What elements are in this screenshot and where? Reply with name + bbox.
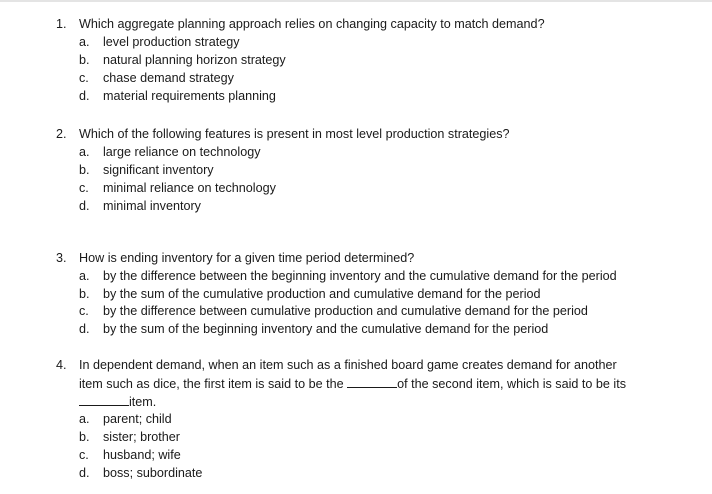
option-text: by the sum of the cumulative production and cumulative demand for the period	[103, 287, 541, 301]
question-text: How is ending inventory for a given time period determined?	[79, 251, 415, 265]
option-text: natural planning horizon strategy	[103, 53, 286, 67]
option-text: husband; wife	[103, 448, 181, 462]
option-text: significant inventory	[103, 163, 214, 177]
option-letter: a.	[79, 269, 90, 283]
fill-in-blank-2	[79, 392, 129, 406]
option-text: material requirements planning	[103, 89, 276, 103]
option-letter: a.	[79, 412, 90, 426]
option-letter: d.	[79, 199, 90, 213]
question-text-line	[79, 374, 626, 393]
option-letter: b.	[79, 430, 90, 444]
question-number: 1.	[56, 17, 67, 31]
option-text: by the sum of the beginning inventory and the cumulative demand for the period	[103, 322, 549, 336]
option-letter: a.	[79, 145, 90, 159]
question-text: Which aggregate planning approach relies on changing capacity to match demand?	[79, 17, 545, 31]
top-border	[0, 0, 712, 2]
option-text: level production strategy	[103, 35, 240, 49]
option-letter: d.	[79, 466, 90, 480]
option-letter: c.	[79, 304, 89, 318]
fill-in-blank-1	[347, 374, 397, 388]
option-letter: a.	[79, 35, 90, 49]
question-text-part: item such as dice, the first item is said to be the	[79, 377, 344, 391]
option-letter: b.	[79, 53, 90, 67]
question-text: Which of the following features is present in most level production strategies?	[79, 127, 510, 141]
question-number: 2.	[56, 127, 67, 141]
option-text: sister; brother	[103, 430, 180, 444]
option-letter: c.	[79, 448, 89, 462]
option-text: minimal reliance on technology	[103, 181, 276, 195]
option-letter: d.	[79, 322, 90, 336]
option-letter: b.	[79, 287, 90, 301]
option-letter: b.	[79, 163, 90, 177]
option-text: by the difference between cumulative production and cumulative demand for the period	[103, 304, 588, 318]
question-text: In dependent demand, when an item such as a finished board game creates demand for another	[79, 358, 617, 372]
option-text: by the difference between the beginning inventory and the cumulative demand for the period	[103, 269, 617, 283]
question-text-line	[79, 392, 156, 411]
option-text: large reliance on technology	[103, 145, 261, 159]
option-text: parent; child	[103, 412, 172, 426]
question-number: 4.	[56, 358, 67, 372]
option-letter: c.	[79, 71, 89, 85]
question-number: 3.	[56, 251, 67, 265]
option-text: chase demand strategy	[103, 71, 234, 85]
option-text: minimal inventory	[103, 199, 201, 213]
option-letter: c.	[79, 181, 89, 195]
option-text: boss; subordinate	[103, 466, 203, 480]
question-text-part: of the second item, which is said to be its	[397, 377, 626, 391]
question-text-part: item.	[129, 395, 157, 409]
option-letter: d.	[79, 89, 90, 103]
